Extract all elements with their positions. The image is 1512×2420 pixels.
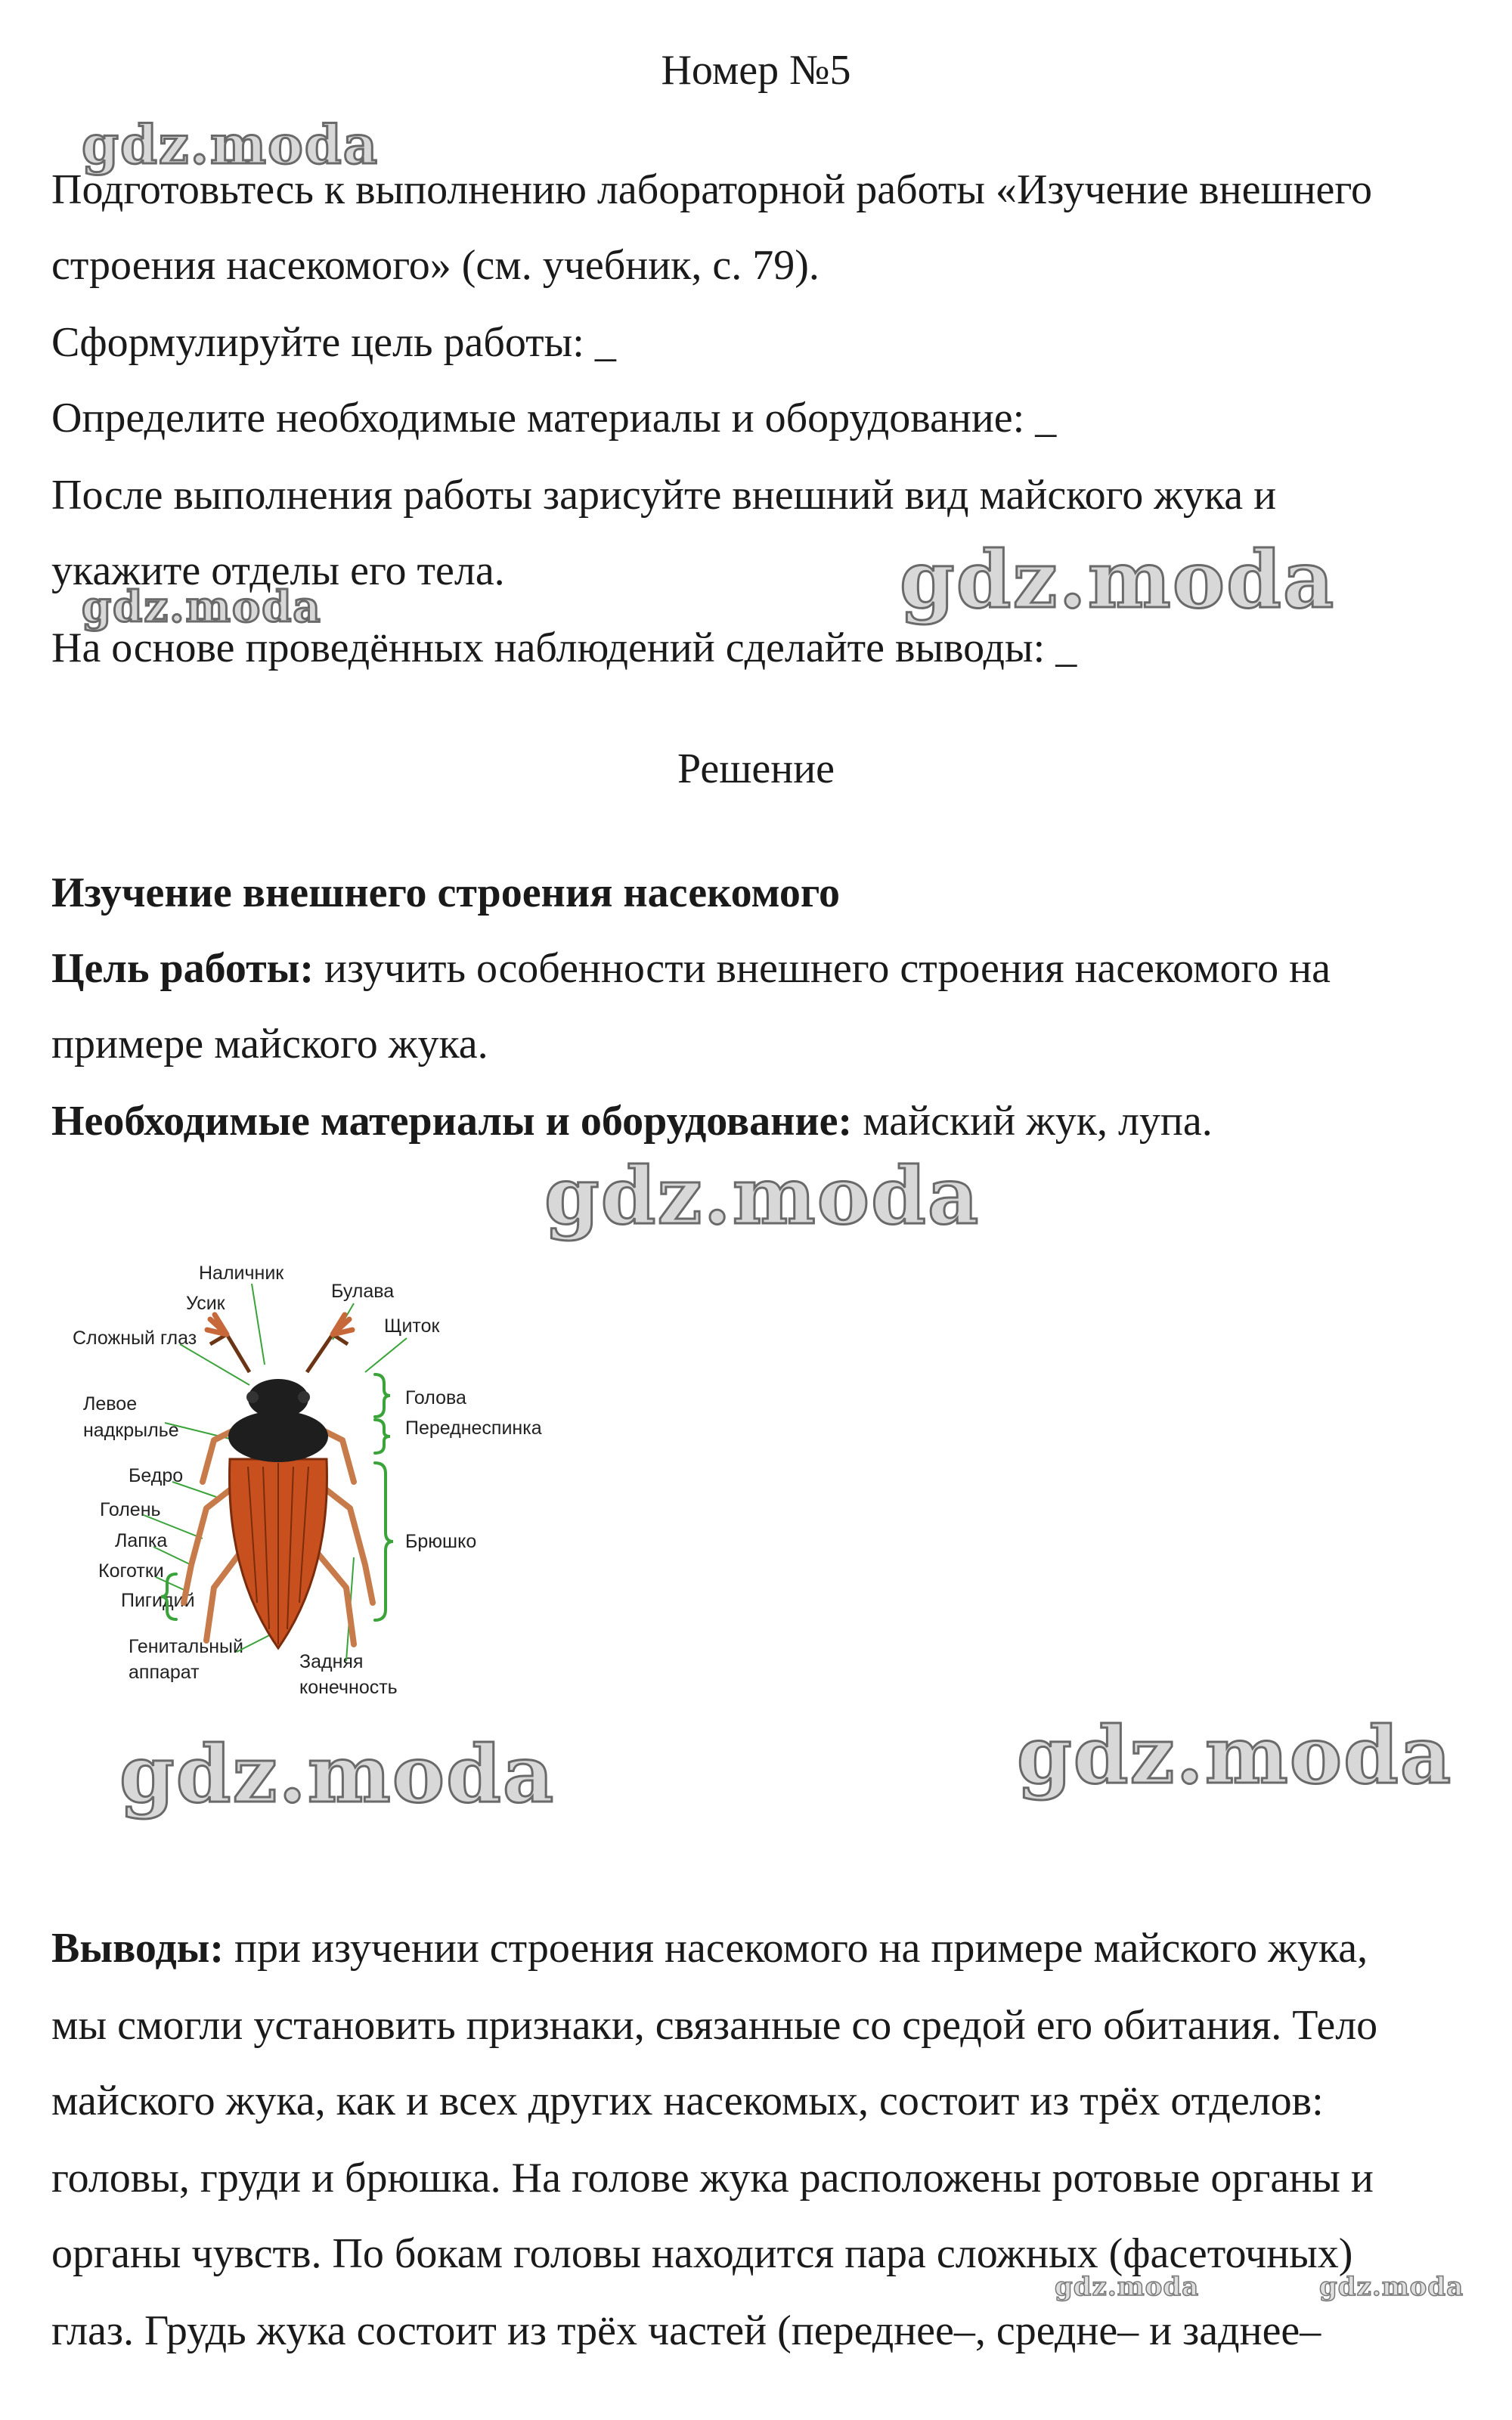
task-line-1: Подготовьтесь к выполнению лабораторной работы «Изучение внешнего <box>51 166 1372 213</box>
conclusion-label: Выводы: <box>51 1925 225 1972</box>
solution-title: Изучение внешнего строения насекомого <box>51 869 840 916</box>
goal-line-1 <box>51 942 1331 995</box>
label-nalichnik: Наличник <box>199 1263 284 1284</box>
label-genital-1: Генитальный <box>129 1636 243 1657</box>
label-golen: Голень <box>100 1499 161 1520</box>
task-line-3: Сформулируйте цель работы: _ <box>51 319 616 366</box>
label-shchitok: Щиток <box>384 1315 440 1337</box>
task-line-4: Определите необходимые материалы и оборудование: _ <box>51 395 1057 442</box>
solution-heading: Решение <box>677 745 835 792</box>
watermark: gdz.moda <box>119 1727 556 1820</box>
conclusion-line-2: мы смогли установить признаки, связанные со средой его обитания. Тело <box>51 2002 1378 2049</box>
label-golova: Голова <box>405 1387 466 1408</box>
conclusion-text: при изучении строения насекомого на примере майского жука, <box>224 1925 1368 1972</box>
page-title: Номер №5 <box>661 47 851 94</box>
conclusion-line-4: головы, груди и брюшка. На голове жука расположены ротовые органы и <box>51 2155 1374 2202</box>
goal-line-2: примере майского жука. <box>51 1021 488 1067</box>
task-line-5: После выполнения работы зарисуйте внешний вид майского жука и <box>51 472 1277 519</box>
task-line-6: укажите отделы его тела. <box>51 547 505 594</box>
watermark: gdz.moda <box>82 582 322 632</box>
label-kogotki: Коготки <box>98 1560 164 1582</box>
watermark: gdz.moda <box>1055 2272 1200 2302</box>
label-hind-1: Задняя <box>299 1651 364 1672</box>
conclusion-line-1 <box>51 1922 1368 1975</box>
beetle <box>184 1315 373 1648</box>
watermark: gdz.moda <box>1017 1709 1453 1802</box>
task-line-2: строения насекомого» (см. учебник, с. 79). <box>51 242 820 289</box>
watermark: gdz.moda <box>82 113 380 176</box>
label-left-elytra-1: Левое <box>83 1393 138 1415</box>
conclusion-line-3: майского жука, как и всех других насекомых, состоит из трёх отделов: <box>51 2078 1324 2124</box>
label-eye: Сложный глаз <box>73 1328 197 1349</box>
materials-label: Необходимые материалы и оборудование: <box>51 1098 853 1145</box>
watermark: gdz.moda <box>1319 2272 1464 2302</box>
watermark: gdz.moda <box>544 1149 981 1242</box>
label-bulava: Булава <box>331 1281 395 1302</box>
materials-line <box>51 1095 1213 1148</box>
materials-text: майский жук, лупа. <box>852 1098 1213 1145</box>
label-bedro: Бедро <box>129 1465 184 1486</box>
task-line-7: На основе проведённых наблюдений сделайте выводы: _ <box>51 624 1077 671</box>
conclusion-line-5: органы чувств. По бокам головы находится пара сложных (фасеточных) <box>51 2230 1353 2277</box>
label-usik: Усик <box>186 1293 225 1314</box>
label-perednespinka: Переднеспинка <box>405 1418 542 1439</box>
watermark: gdz.moda <box>900 533 1336 626</box>
beetle-diagram <box>51 1210 581 1837</box>
goal-text: изучить особенности внешнего строения насекомого на <box>314 945 1331 992</box>
label-genital-2: аппарат <box>129 1662 200 1683</box>
label-lapka: Лапка <box>115 1530 168 1551</box>
label-hind-2: конечность <box>299 1677 398 1698</box>
label-left-elytra-2: надкрылье <box>83 1420 179 1441</box>
label-pigidiy: Пигидий <box>121 1590 195 1611</box>
goal-label: Цель работы: <box>51 945 314 992</box>
label-bryushko: Брюшко <box>405 1531 477 1552</box>
conclusion-line-6: глаз. Грудь жука состоит из трёх частей (переднее–, средне– и заднее– <box>51 2307 1321 2354</box>
